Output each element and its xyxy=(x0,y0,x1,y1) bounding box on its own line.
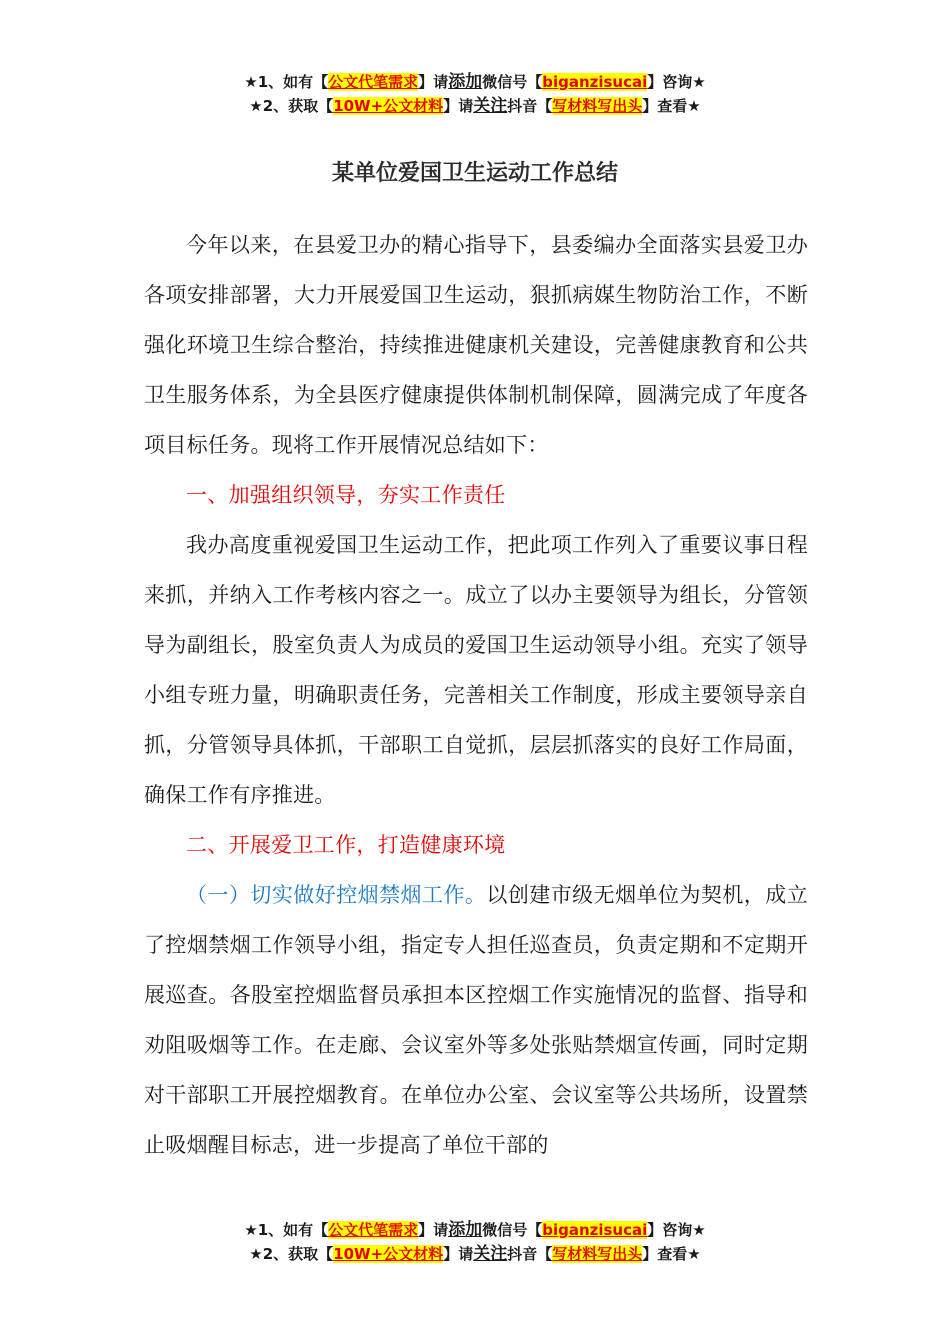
subsection-1-text: 以创建市级无烟单位为契机，成立了控烟禁烟工作领导小组，指定专人担任巡查员，负责定期和不定期开展巡查。各股室控烟监督员承担本区控烟工作实施情况的监督、指导和劝阻吸烟等工作。在走廊、会议室外等多处张贴禁烟宣传画，同时定期对干部职工开展控烟教育。在单位办公室、会议室等公共场所，设置禁止吸烟醒目标志，进一步提高了单位干部的 xyxy=(144,883,809,1157)
footer-highlight-service: 公文代笔需求 xyxy=(328,1221,419,1239)
highlight-service: 公文代笔需求 xyxy=(328,73,419,91)
banner-line-2: ★2、获取【10W+公文材料】请关注抖音【写材料写出头】查看★ xyxy=(249,96,701,116)
subsection-1-title: （一）切实做好控烟禁烟工作。 xyxy=(186,883,487,907)
header-banner xyxy=(0,70,950,118)
section-heading-2: 二、开展爱卫工作，打造健康环境 xyxy=(186,833,506,857)
footer-line-1: ★1、如有【公文代笔需求】请添加微信号【biganzisucai】咨询★ xyxy=(244,1220,706,1240)
footer-highlight-douyin-id: 写材料写出头 xyxy=(552,1245,643,1263)
section-1-paragraph: 我办高度重视爱国卫生运动工作，把此项工作列入了重要议事日程来抓，并纳入工作考核内容之一。成立了以办主要领导为组长，分管领导为副组长，股室负责人为成员的爱国卫生运动领导小组。充实了领导小组专班力量，明确职责任务，完善相关工作制度，形成主要领导亲自抓，分管领导具体抓，干部职工自觉抓，层层抓落实的良好工作局面，确保工作有序推进。 xyxy=(144,533,808,807)
highlight-wechat-id: biganzisucai xyxy=(542,73,648,91)
document-title: 某单位爱国卫生运动工作总结 xyxy=(331,161,618,186)
section-heading-1: 一、加强组织领导，夯实工作责任 xyxy=(186,483,506,507)
subsection-1-paragraph xyxy=(144,870,808,1170)
intro-paragraph: 今年以来，在县爱卫办的精心指导下，县委编办全面落实县爱卫办各项安排部署，大力开展爱国卫生运动，狠抓病媒生物防治工作，不断强化环境卫生综合整治，持续推进健康机关建设，完善健康教育和公共卫生服务体系，为全县医疗健康提供体制机制保障，圆满完成了年度各项目标任务。现将工作开展情况总结如下： xyxy=(144,233,808,457)
footer-highlight-wechat-id: biganzisucai xyxy=(542,1221,648,1239)
footer-banner xyxy=(0,1218,950,1266)
highlight-douyin-id: 写材料写出头 xyxy=(552,97,643,115)
document-body xyxy=(144,220,808,1170)
footer-line-2: ★2、获取【10W+公文材料】请关注抖音【写材料写出头】查看★ xyxy=(249,1244,701,1264)
banner-line-1: ★1、如有【公文代笔需求】请添加微信号【biganzisucai】咨询★ xyxy=(244,72,706,92)
highlight-materials: 10W+公文材料 xyxy=(333,97,444,115)
footer-highlight-materials: 10W+公文材料 xyxy=(333,1245,444,1263)
